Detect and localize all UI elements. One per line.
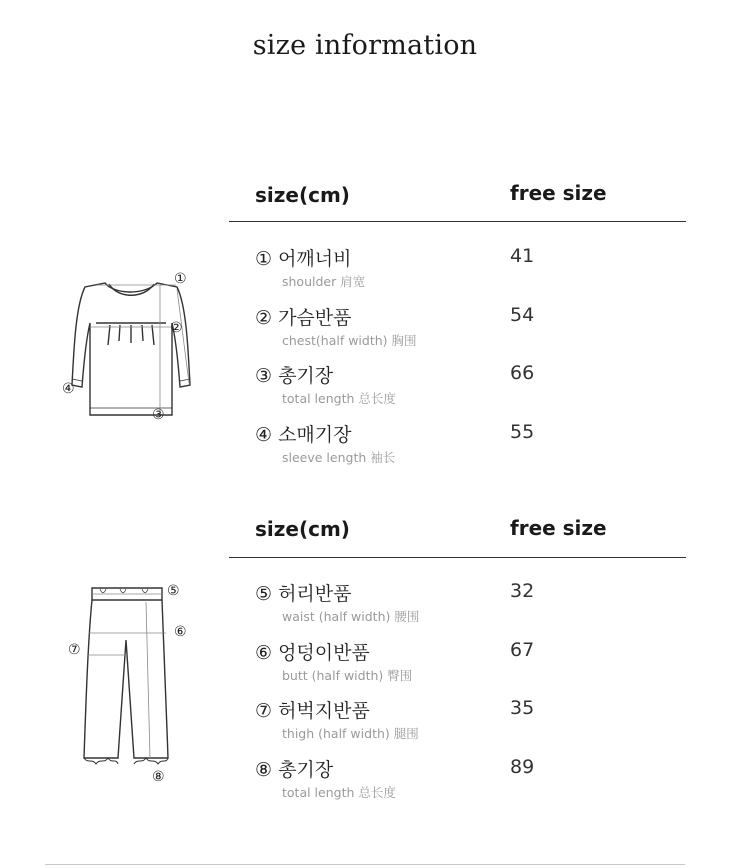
row-label: ④ 소매기장	[255, 424, 352, 446]
row-label: ⑧ 총기장	[255, 759, 334, 781]
table-row	[0, 638, 730, 690]
row-value: 35	[510, 697, 535, 719]
page-title: size information	[252, 30, 478, 61]
marker-2: ②	[170, 320, 183, 336]
header-free-size: free size	[510, 181, 607, 205]
table-row	[0, 303, 730, 355]
row-value: 89	[510, 756, 535, 778]
header-free-size: free size	[510, 516, 607, 540]
table-row	[0, 420, 730, 472]
row-value: 66	[510, 362, 535, 384]
row-sublabel: waist (half width) 腰围	[282, 609, 420, 624]
table-row	[0, 755, 730, 807]
table-row	[0, 696, 730, 748]
bottom-divider	[45, 864, 685, 865]
row-label: ① 어깨너비	[255, 248, 352, 270]
table-row	[0, 579, 730, 631]
marker-3: ③	[152, 407, 165, 423]
marker-7: ⑦	[68, 642, 81, 658]
row-label: ② 가슴반품	[255, 307, 352, 329]
marker-8: ⑧	[152, 769, 165, 785]
row-label: ⑥ 엉덩이반품	[255, 642, 370, 664]
row-sublabel: total length 总长度	[282, 785, 396, 800]
row-label: ③ 총기장	[255, 365, 334, 387]
row-value: 67	[510, 639, 535, 661]
row-label: ⑤ 허리반품	[255, 583, 352, 605]
row-sublabel: shoulder 肩宽	[282, 274, 366, 289]
row-sublabel: total length 总长度	[282, 391, 396, 406]
marker-6: ⑥	[174, 624, 187, 640]
marker-1: ①	[174, 271, 187, 287]
row-sublabel: chest(half width) 胸围	[282, 333, 417, 348]
row-value: 32	[510, 580, 535, 602]
header-divider	[229, 557, 686, 558]
header-size: size(cm)	[255, 517, 350, 541]
row-sublabel: butt (half width) 臀围	[282, 668, 413, 683]
row-sublabel: sleeve length 袖长	[282, 450, 396, 465]
row-value: 41	[510, 245, 535, 267]
marker-4: ④	[62, 381, 75, 397]
table-row	[0, 244, 730, 296]
row-label: ⑦ 허벅지반품	[255, 700, 370, 722]
row-value: 55	[510, 421, 535, 443]
marker-5: ⑤	[167, 583, 180, 599]
row-sublabel: thigh (half width) 腿围	[282, 726, 419, 741]
row-value: 54	[510, 304, 535, 326]
table-row	[0, 361, 730, 413]
header-divider	[229, 221, 686, 222]
header-size: size(cm)	[255, 183, 350, 207]
